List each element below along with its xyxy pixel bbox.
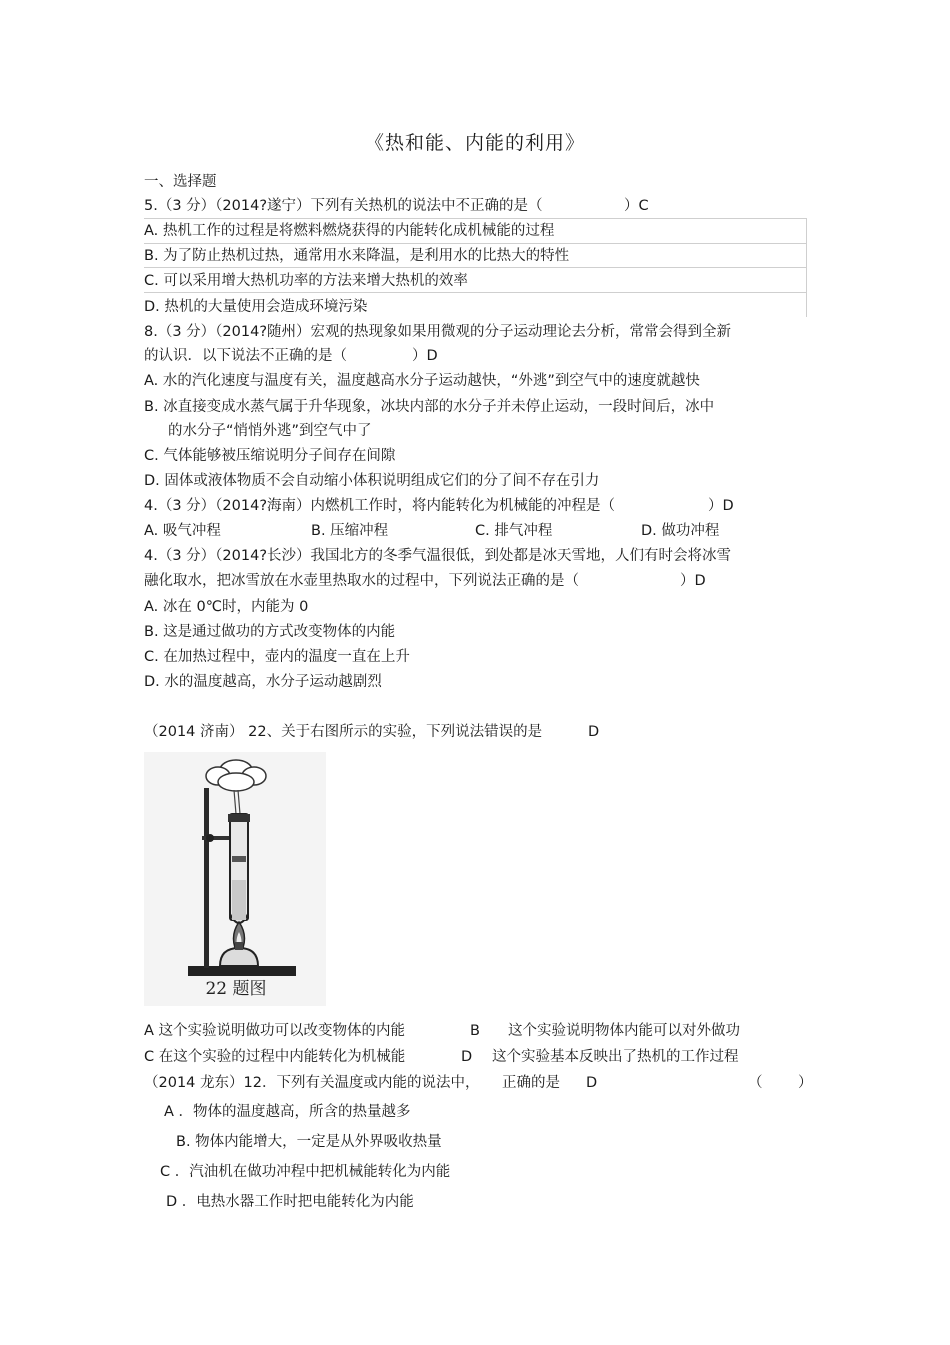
q3-answer: ）D [708, 498, 734, 514]
q6-option-a: A ．物体的温度越高，所含的热量越多 [164, 1104, 411, 1120]
q5-option-a: A 这个实验说明做功可以改变物体的内能 [144, 1023, 406, 1039]
q6-paren-open: （ [748, 1075, 763, 1091]
q1-option-a: A. 热机工作的过程是将燃料燃烧获得的内能转化成机械能的过程 [144, 223, 555, 239]
q5-answer: D [588, 724, 600, 740]
q3-option-b: B. 压缩冲程 [311, 523, 389, 539]
q5-option-b-letter: B [470, 1023, 480, 1039]
q4-stem-line2: 融化取水，把冰雪放在水壶里热取水的过程中，下列说法正确的是（ [144, 573, 579, 589]
q2-option-d: D. 固体或液体物质不会自动缩小体积说明组成它们的分了间不存在引力 [144, 473, 600, 489]
q1-option-d: D. 热机的大量使用会造成环境污染 [144, 299, 368, 315]
q6-option-d: D ．电热水器工作时把电能转化为内能 [166, 1194, 414, 1210]
q6-stem: （2014 龙东）12．下列有关温度或内能的说法中， [144, 1075, 480, 1091]
q1-option-c: C. 可以采用增大热机功率的方法来增大热机的效率 [144, 273, 468, 289]
q4-stem-line1: 4.（3 分）（2014?长沙）我国北方的冬季气温很低，到处都是冰天雪地，人们有时会将冰雪 [144, 548, 732, 564]
q5-option-b: 这个实验说明物体内能可以对外做功 [508, 1023, 740, 1039]
q2-option-b-line1: B. 冰直接变成水蒸气属于升华现象，冰块内部的水分子并未停止运动，一段时间后，冰中 [144, 399, 715, 415]
q2-option-a: A. 水的汽化速度与温度有关，温度越高水分子运动越快，“外逃”到空气中的速度就越快 [144, 373, 700, 389]
stand-rod-icon [204, 788, 209, 968]
q5-stem: （2014 济南） 22、关于右图所示的实验，下列说法错误的是 [144, 724, 543, 740]
q5-option-c: C 在这个实验的过程中内能转化为机械能 [144, 1049, 406, 1065]
figure-caption: 22 题图 [205, 979, 267, 999]
test-tube-icon [228, 814, 250, 923]
experiment-figure [144, 752, 326, 1006]
q4-option-d: D. 水的温度越高，水分子运动越剧烈 [144, 674, 382, 690]
q6-option-b: B. 物体内能增大，一定是从外界吸收热量 [176, 1134, 442, 1150]
q1-stem: 5.（3 分）（2014?遂宁）下列有关热机的说法中不正确的是（ [144, 198, 543, 214]
q1-answer: ）C [624, 198, 649, 214]
q6-option-c: C ．汽油机在做功冲程中把机械能转化为内能 [160, 1164, 451, 1180]
q3-option-d: D. 做功冲程 [641, 523, 720, 539]
q2-stem-line2: 的认识．以下说法不正确的是（ [144, 348, 347, 364]
q4-option-c: C. 在加热过程中，壶内的温度一直在上升 [144, 649, 410, 665]
q4-answer: ）D [680, 573, 706, 589]
q4-option-b: B. 这是通过做功的方式改变物体的内能 [144, 624, 396, 640]
section-heading: 一、选择题 [144, 174, 217, 190]
q1-option-b: B. 为了防止热机过热，通常用水来降温，是利用水的比热大的特性 [144, 248, 570, 264]
q4-option-a: A. 冰在 0℃时，内能为 0 [144, 599, 309, 615]
page-title: 《热和能、内能的利用》 [364, 132, 585, 154]
q5-option-d: 这个实验基本反映出了热机的工作过程 [492, 1049, 739, 1065]
q2-option-c: C. 气体能够被压缩说明分子间存在间隙 [144, 448, 396, 464]
q3-stem: 4.（3 分）（2014?海南）内燃机工作时，将内能转化为机械能的冲程是（ [144, 498, 616, 514]
q6-paren-close: ） [798, 1075, 813, 1091]
q2-option-b-line2: 的水分子“悄悄外逃”到空气中了 [168, 423, 372, 439]
q2-stem-line1: 8.（3 分）（2014?随州）宏观的热现象如果用微观的分子运动理论去分析，常常会得到全新 [144, 324, 732, 340]
q3-option-c: C. 排气冲程 [475, 523, 553, 539]
q6-stem-tail: 正确的是 [502, 1075, 560, 1091]
q3-option-a: A. 吸气冲程 [144, 523, 221, 539]
q2-answer: ）D [412, 348, 438, 364]
q6-answer: D [586, 1075, 598, 1091]
test-tube-apparatus-illustration [144, 752, 326, 1006]
q5-option-d-letter: D [461, 1049, 473, 1065]
